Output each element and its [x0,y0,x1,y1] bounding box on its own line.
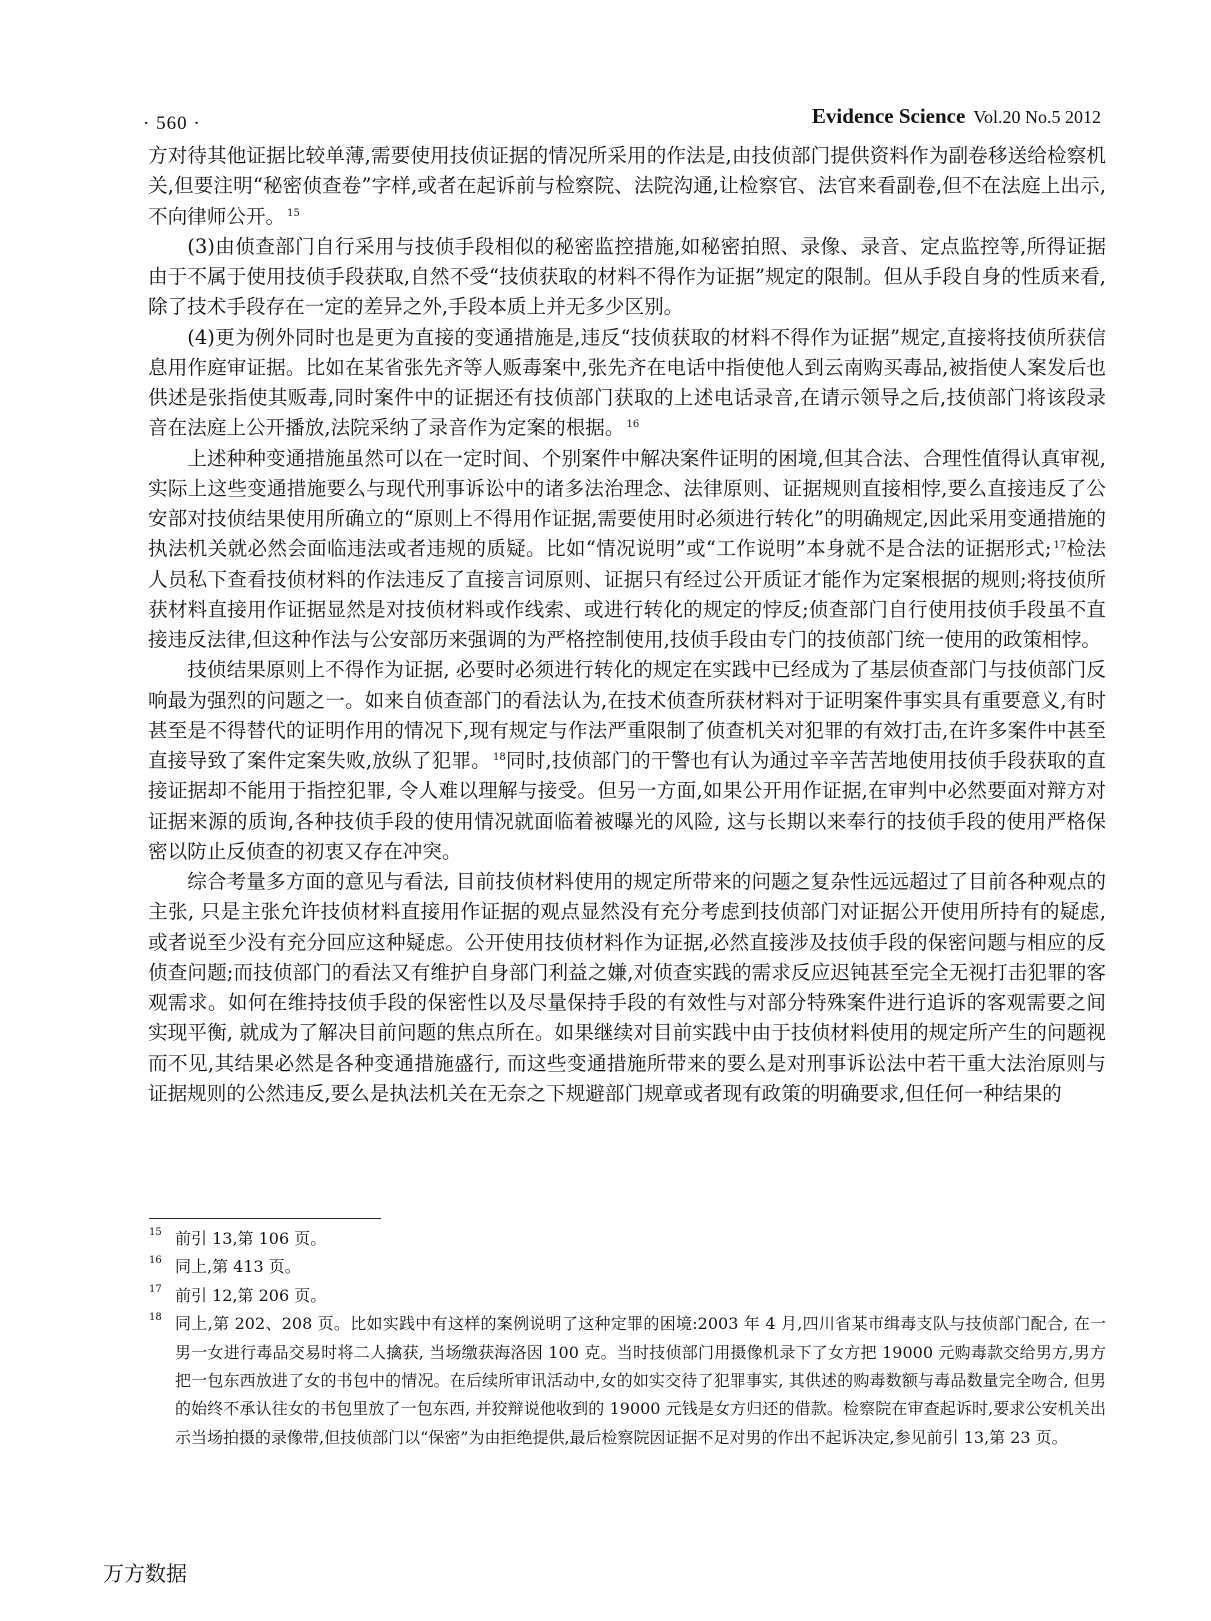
footnote-ref: 17 [1053,540,1067,552]
footnote-text: 前引 13,第 106 页。 [175,1229,327,1248]
footnote-text: 同上,第 413 页。 [175,1257,301,1277]
footnotes [149,1225,1106,1452]
journal-header [812,104,1101,129]
paragraph: (3)由侦查部门自行采用与技侦手段相似的秘密监控措施,如秘密拍照、录像、录音、定点监控等,所得证据由于不属于使用技侦手段获取,自然不受“技侦获取的材料不得作为证据”规定的限制。但从手段自身的性质来看,除了技术手段存在一定的差异之外,手段本质上并无多少区别。 [148,234,1106,319]
paragraph: 上述种种变通措施虽然可以在一定时间、个别案件中解决案件证明的困境,但其合法、合理性值得认真审视,实际上这些变通措施要么与现代刑事诉讼中的诸多法治理念、法律原则、证据规则直接相悖,要么直接违反了公安部对技侦结果使用所确立的“原则上不得用作证据,需要使用时必须进行转化”的明确规定,因此采用变通措施的执法机关就必然会面临违法或者违规的质疑。比如“情况说明”或“工作说明”本身就不是合法的证据形式; $^{17}$检法人员私下查看技侦材料的作法违反了直接言词原则、证据只有经过公开质证才能作为定案根据的规则;将技侦所获材料直接用作证据显然是对技侦材料或作线索、或进行转化的规定的悖反;侦查部门自行使用技侦手段虽不直接违反法律,但这种作法与公安部历来强调的为严格控制使用,技侦手段由专门的技侦部门统一使用的政策相悖。 [148,446,1106,651]
footnote [149,1310,1106,1452]
footnote-divider [149,1218,381,1219]
footnote-ref: 15 [287,207,300,219]
paragraph: (4)更为例外同时也是更为直接的变通措施是,违反“技侦获取的材料不得作为证据”规定,直接将技侦所获信息用作庭审证据。比如在某省张先齐等人贩毒案中,张先齐在电话中指使他人到云南购买毒品,被指使人案发后也供述是张指使其贩毒,同时案件中的证据还有技侦部门获取的上述电话录音,在请示领导之后,技侦部门将该段录音在法庭上公开播放,法院采纳了录音作为定案的根据。 $^{16}$ [148,325,1106,440]
footnote-number: 17 [149,1283,162,1295]
paragraph: 方对待其他证据比较单薄,需要使用技侦证据的情况所采用的作法是,由技侦部门提供资料作为副卷移送给检察机关,但要注明“秘密侦查卷”字样,或者在起诉前与检察院、法院沟通,让检察官、法官来看副卷,但不在法庭上出示,不向律师公开。 $^{15}$ [148,144,1106,228]
paragraph: 综合考量多方面的意见与看法, 目前技侦材料使用的规定所带来的问题之复杂性远远超过了目前各种观点的主张, 只是主张允许技侦材料直接用作证据的观点显然没有充分考虑到技侦部门对证据公开使用所持有的疑虑,或者说至少没有充分回应这种疑虑。公开使用技侦材料作为证据,必然直接涉及技侦手段的保密问题与相应的反侦查问题;而技侦部门的看法又有维护自身部门利益之嫌,对侦查实践的需求反应迟钝甚至完全无视打击犯罪的客观需求。如何在维持技侦手段的保密性以及尽量保持手段的有效性与对部分特殊案件进行追诉的客观需要之间实现平衡, 就成为了解决目前问题的焦点所在。如果继续对目前实践中由于技侦材料使用的规定所产生的问题视而不见,其结果必然是各种变通措施盛行, 而这些变通措施所带来的要么是对刑事诉讼法中若干重大法治原则与证据规则的公然违反,要么是执法机关在无奈之下规避部门规章或者现有政策的明确要求,但任何一种结果的 [148,870,1106,1105]
paragraph: 技侦结果原则上不得作为证据, 必要时必须进行转化的规定在实践中已经成为了基层侦查部门与技侦部门反响最为强烈的问题之一。如来自侦查部门的看法认为,在技术侦查所获材料对于证明案件事实具有重要意义,有时甚至是不得替代的证明作用的情况下,现有规定与作法严重限制了侦查机关对犯罪的有效打击,在许多案件中甚至直接导致了案件定案失败,放纵了犯罪。 $^{18}$同时,技侦部门的干警也有认为通过辛辛苦苦地使用技侦手段获取的直接证据却不能用于指控犯罪, 令人难以理解与接受。但另一方面,如果公开用作证据,在审判中必然要面对辩方对证据来源的质询,各种技侦手段的使用情况就面临着被曝光的风险, 这与长期以来奉行的技侦手段的使用严格保密以防止反侦查的初衷又存在冲突。 [148,658,1107,863]
page-number: · 560 · [143,113,201,134]
article-body [148,141,1106,1109]
footnote [149,1253,1106,1281]
journal-name: Evidence Science [811,104,966,128]
footnote-number: 18 [149,1312,162,1324]
footnote-ref: 18 [492,752,506,763]
footnote-text: 同上,第 202、208 页。比如实践中有这样的案例说明了这种定罪的困境:2003 年 4 月,四川省某市缉毒支队与技侦部门配合, 在一男一女进行毒品交易时将二人擒获, 当场缴获海洛因 100 克。当时技侦部门用摄像机录下了女方把 19000 元购毒款交给男方,男方把一包东西放进了女的书包中的情况。在后续所审讯活动中,女的如实交待了犯罪事实, 其供述的购毒数额与毒品数量完全吻合, 但男的始终不承认往女的书包里放了一包东西, 并狡辩说他收到的 19000 元钱是女方归还的借款。检察院在审查起诉时,要求公安机关出示当场拍摄的录像带,但技侦部门以“保密”为由拒绝提供,最后检察院因证据不足对男的作出不起诉决定,参见前引 13,第 23 页。 [175,1314,1106,1447]
journal-volume: Vol.20 No.5 2012 [973,107,1101,127]
footnote-number: 15 [149,1227,162,1238]
watermark: 万方数据 [103,1562,187,1586]
footnote [149,1282,1106,1310]
footnote-text: 前引 12,第 206 页。 [175,1285,327,1305]
footnote [149,1225,1106,1253]
footnote-number: 16 [149,1255,162,1267]
footnote-ref: 16 [626,419,640,431]
